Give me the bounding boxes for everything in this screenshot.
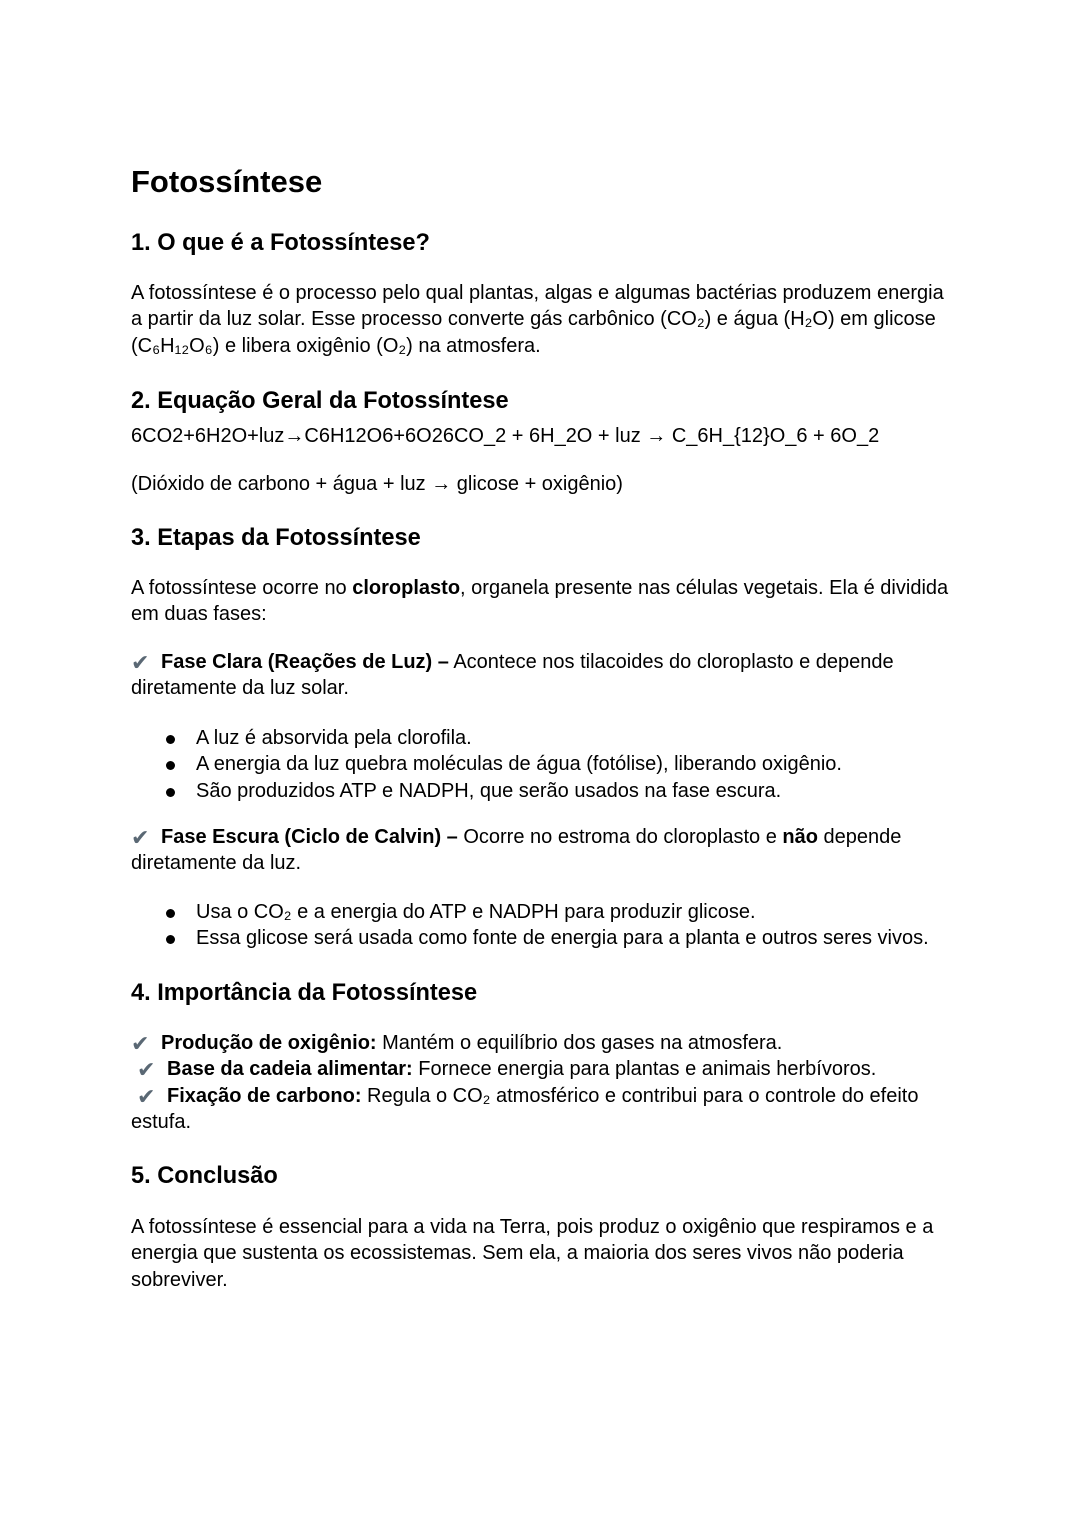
- paragraph-line: [131, 649, 894, 675]
- equation-block: [131, 423, 879, 449]
- bullet-icon: [166, 909, 175, 918]
- section-1-paragraph: [131, 280, 944, 359]
- check-icon: ✔: [137, 1058, 156, 1084]
- list-item: [131, 899, 929, 925]
- text-segment: Acontece nos tilacoides do cloroplasto e depende: [448, 651, 894, 673]
- text-segment: Ocorre no estroma do cloroplasto e: [457, 826, 783, 848]
- paragraph-line: diretamente da luz.: [131, 852, 302, 875]
- list-item-text: A energia da luz quebra moléculas de água (fotólise), liberando oxigênio.: [196, 753, 842, 776]
- paragraph-line: A fotossíntese é o processo pelo qual plantas, algas e algumas bactérias produzem energia: [131, 282, 944, 304]
- list-item-text: Usa o CO₂ e a energia do ATP e NADPH para produzir glicose.: [196, 901, 756, 923]
- paragraph-line: [131, 824, 901, 850]
- importance-text: Fornece energia para plantas e animais herbívoros.: [412, 1058, 877, 1081]
- importance-list: [131, 1030, 918, 1136]
- bold-term-cloroplasto: cloroplasto: [352, 577, 461, 599]
- section-1-heading: 1. O que é a Fotossíntese?: [131, 230, 430, 256]
- importance-text: Mantém o equilíbrio dos gases na atmosfera.: [376, 1032, 783, 1054]
- list-item: [131, 778, 842, 804]
- section-3-heading: 3. Etapas da Fotossíntese: [131, 525, 421, 551]
- fase-clara-list: [131, 725, 842, 804]
- paragraph-line: sobreviver.: [131, 1268, 228, 1291]
- paragraph-line: a partir da luz solar. Esse processo converte gás carbônico (CO₂) e água (H₂O) em glicose: [131, 308, 936, 331]
- equation-caption-block: [131, 471, 623, 497]
- section-5-heading: 5. Conclusão: [131, 1163, 278, 1189]
- importance-item: [131, 1056, 918, 1082]
- fase-escura-list: [131, 899, 929, 952]
- importance-label: Base da cadeia alimentar:: [167, 1058, 413, 1081]
- bullet-icon: [166, 735, 175, 744]
- check-icon: ✔: [131, 1032, 150, 1057]
- list-item: [131, 725, 842, 751]
- paragraph-line: (C₆H₁₂O₆) e libera oxigênio (O₂) na atmosfera.: [131, 334, 541, 357]
- paragraph-line: energia que sustenta os ecossistemas. Sem ela, a maioria dos seres vivos não poderia: [131, 1242, 904, 1265]
- importance-label: Fixação de carbono:: [167, 1084, 362, 1107]
- paragraph-line: A fotossíntese é essencial para a vida na Terra, pois produz o oxigênio que respiramos e a: [131, 1216, 934, 1238]
- section-3-intro: [131, 575, 948, 628]
- section-2-heading: 2. Equação Geral da Fotossíntese: [131, 388, 509, 414]
- importance-text: Regula o CO₂ atmosférico e contribui para o controle do efeito: [361, 1084, 919, 1107]
- list-item-text: A luz é absorvida pela clorofila.: [196, 727, 472, 749]
- text-segment: depende: [817, 826, 902, 848]
- equation-line: 6CO2+6H2O+luz→C6H12O6+6O26CO_2 + 6H_2O + luz → C_6H_{12}O_6 + 6O_2: [131, 425, 880, 447]
- importance-item: [131, 1030, 918, 1056]
- list-item: [131, 925, 929, 951]
- text-segment: A fotossíntese ocorre no: [131, 577, 353, 599]
- fase-clara-paragraph: [131, 649, 894, 702]
- fase-escura-title: Fase Escura (Ciclo de Calvin) –: [161, 826, 458, 848]
- fase-clara-title: Fase Clara (Reações de Luz) –: [161, 651, 449, 673]
- check-icon: ✔: [131, 651, 150, 676]
- section-5-paragraph: [131, 1214, 933, 1293]
- text-segment: , organela presente nas células vegetais. Ela é dividida: [460, 577, 949, 599]
- bullet-icon: [166, 761, 175, 770]
- bold-term-nao: não: [782, 826, 818, 848]
- list-item-text: São produzidos ATP e NADPH, que serão usados na fase escura.: [196, 779, 782, 802]
- document-title: Fotossíntese: [131, 164, 323, 199]
- paragraph-line: em duas fases:: [131, 603, 267, 626]
- paragraph-line: diretamente da luz solar.: [131, 677, 349, 700]
- importance-item-continuation: estufa.: [131, 1111, 192, 1134]
- bullet-icon: [166, 788, 175, 797]
- section-4-heading: 4. Importância da Fotossíntese: [131, 980, 478, 1006]
- check-icon: ✔: [131, 826, 150, 851]
- list-item: [131, 751, 842, 777]
- equation-caption: (Dióxido de carbono + água + luz → glicose + oxigênio): [131, 473, 623, 495]
- check-icon: ✔: [137, 1084, 156, 1110]
- paragraph-line: [131, 575, 948, 601]
- importance-item: [131, 1083, 918, 1109]
- list-item-text: Essa glicose será usada como fonte de energia para a planta e outros seres vivos.: [196, 927, 929, 950]
- fase-escura-paragraph: [131, 824, 901, 877]
- importance-label: Produção de oxigênio:: [161, 1032, 377, 1054]
- bullet-icon: [166, 935, 175, 944]
